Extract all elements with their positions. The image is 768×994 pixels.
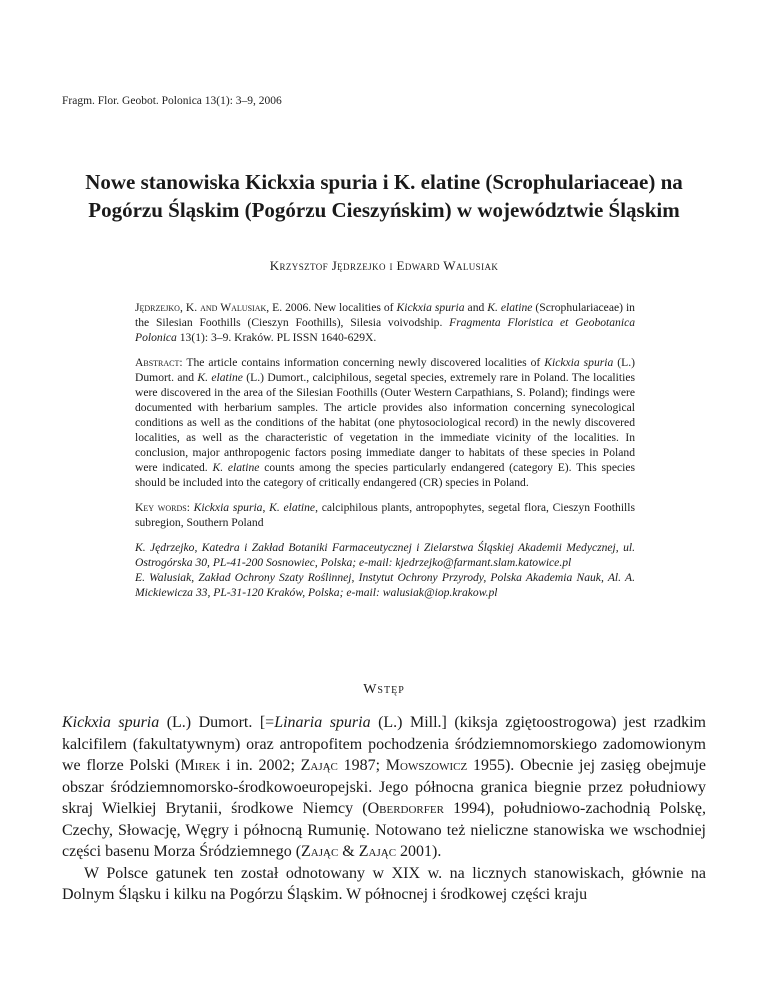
- article-title: [60, 168, 708, 224]
- affiliation-item: K. Jędrzejko, Katedra i Zakład Botaniki Farmaceutycznej i Zielarstwa Śląskiej Akademii Medycznej, ul. Ostrogórska 30, PL-41-200 Sosnowiec, Polska; e-mail: kjedrzejko@farmant.slam.katowice.pl: [135, 541, 635, 569]
- keywords-label: Key words: [135, 501, 187, 514]
- abstract-label: Abstract: [135, 356, 180, 369]
- abstract-block: [135, 300, 635, 600]
- title-line-1: Nowe stanowiska Kickxia spuria i K. elatine (Scrophulariaceae) na: [85, 170, 683, 194]
- body-paragraph: W Polsce gatunek ten został odnotowany w XIX w. na licznych stanowiskach, głównie na Dolnym Śląsku i kilku na Pogórzu Śląskim. W północnej i środkowej części kraju: [62, 864, 706, 903]
- author-affiliations: [135, 540, 635, 600]
- journal-name: Fragmenta Floristica et Geobotanica Polonica: [135, 316, 636, 344]
- journal-citation-header: Fragm. Flor. Geobot. Polonica 13(1): 3–9, 2006: [62, 95, 282, 107]
- bibliographic-citation: Jędrzejko, K. and Walusiak, E. 2006. New localities of Kickxia spuria and K. elatine (Scrophulariaceae) in the Silesian Foothills (Cieszyn Foothills), Silesia voivodship. Fragmenta Floristica et Geobotanica Polonica 13(1): 3–9. Kraków. PL ISSN 1640-629X.: [135, 301, 636, 344]
- citation-authors: Jędrzejko, K. and Walusiak, E.: [135, 301, 283, 314]
- keywords: Key words: Kickxia spuria, K. elatine, calciphilous plants, antropophytes, segetal flora, Cieszyn Foothills subregion, Southern Poland: [135, 501, 635, 529]
- abstract-text: Abstract: The article contains information concerning newly discovered localities of Kickxia spuria (L.) Dumort. and K. elatine (L.) Dumort., calciphilous, segetal species, extremely rare in Poland. The localities were discovered in the area of the Silesian Foothills (Outer Western Carpathians, S. Poland); findings were documented with herbarium samples. The article provides also information concerning synecological conditions as well as the conditions of the habitat (one phytosociological record) in the newly discovered localities, as well as the characteristic of vegetation in the immediate vicinity of the localities. In conclusion, major anthropogenic factors posing immediate danger to habitats of these species in Poland were indicated. K. elatine counts among the species particularly endangered (category E). This species should be included into the category of critically endangered (CR) species in Poland.: [135, 356, 635, 489]
- body-paragraph: Kickxia spuria (L.) Dumort. [=Linaria spuria (L.) Mill.] (kiksja zgiętoostrogowa) jest rzadkim kalcifilem (fakultatywnym) oraz antropofitem pochodzenia śródziemnomorskiego zadomowionym we florze Polski (Mirek i in. 2002; Zając 1987; Mowszowicz 1955). Obecnie jej zasięg obejmuje obszar śródziemnomorsko-środkowoeuropejski. Jego północna granica biegnie przez południowy skraj Wielkiej Brytanii, środkowe Niemcy (Oberdorfer 1994), południowo-zachodnią Polskę, Czechy, Słowację, Węgry i północną Rumunię. Notowano też nieliczne stanowiska we wschodniej części basenu Morza Śródziemnego (Zając & Zając 2001).: [62, 714, 706, 860]
- article-authors: Krzysztof Jędrzejko i Edward Walusiak: [269, 258, 499, 273]
- body-text: [62, 712, 706, 906]
- title-line-2: Pogórzu Śląskim (Pogórzu Cieszyńskim) w województwie Śląskim: [88, 198, 680, 222]
- section-heading: Wstęp: [363, 682, 405, 697]
- affiliation-item: E. Walusiak, Zakład Ochrony Szaty Roślinnej, Instytut Ochrony Przyrody, Polska Akademia Nauk, Al. A. Mickiewicza 33, PL-31-120 Kraków, Polska; e-mail: walusiak@iop.krakow.pl: [135, 571, 635, 599]
